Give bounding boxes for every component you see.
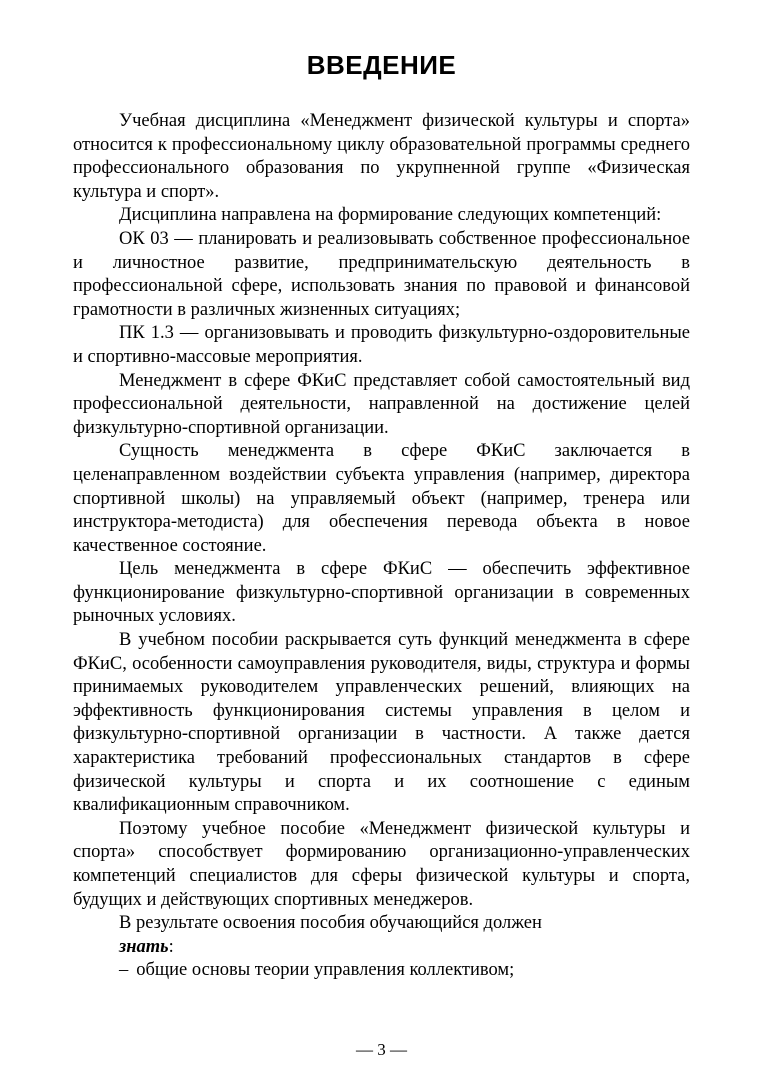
paragraph-discipline: Учебная дисциплина «Менеджмент физической культуры и спорта» относится к профессиональному циклу образовательной программы среднего профессионального образования по укрупненной группе «Физическая культура и спорт». [73,111,690,202]
page-title: ВВЕДЕНИЕ [306,50,457,80]
paragraph-management-essence: Сущность менеджмента в сфере ФКиС заключается в целенаправленном воздействии субъекта управления (например, директора спортивной школы) на управляемый объект (например, тренера или инструктора-методиста) для обеспечения перевода объекта в новое качественное состояние. [73,441,690,556]
bullet-dash: – [119,960,129,981]
know-colon: : [168,936,174,957]
paragraph-management-goal: Цель менеджмента в сфере ФКиС — обеспечить эффективное функционирование физкультурно-спортивной организации в современных рыночных условиях. [73,559,690,627]
paragraph-competencies-intro: Дисциплина направлена на формирование следующих компетенций: [119,205,662,226]
body-text [73,110,690,983]
list-item-text: общие основы теории управления коллективом; [136,960,515,981]
know-line [73,936,690,960]
paragraph-learning-outcome: В результате освоения пособия обучающийся должен [119,913,542,934]
list-item [73,959,690,983]
paragraph-textbook-content: В учебном пособии раскрывается суть функций менеджмента в сфере ФКиС, особенности самоуправления руководителя, виды, структура и формы принимаемых руководителем управленческих решений, влияющих на эффективность функционирования системы управления в целом и физкультурно-спортивной организации в частности. А также дается характеристика требований профессиональных стандартов в сфере физической культуры и спорта и их соотношение с единым квалификационным справочником. [73,630,690,816]
paragraph-ok03: ОК 03 — планировать и реализовывать собственное профессиональное и личностное развитие, предпринимательскую деятельность в профессиональной сфере, использовать знания по правовой и финансовой грамотности в различных жизненных ситуациях; [73,228,690,320]
paragraph-textbook-purpose: Поэтому учебное пособие «Менеджмент физической культуры и спорта» способствует формированию организационно-управленческих компетенций специалистов для сферы физической культуры и спорта, будущих и действующих спортивных менеджеров. [73,818,690,910]
page-number: — 3 — [356,1040,407,1059]
know-label: знать [119,936,169,957]
paragraph-pk13: ПК 1.3 — организовывать и проводить физкультурно-оздоровительные и спортивно-массовые мероприятия. [73,323,690,367]
paragraph-management-definition: Менеджмент в сфере ФКиС представляет собой самостоятельный вид профессиональной деятельности, направленной на достижение целей физкультурно-спортивной организации. [73,370,690,438]
